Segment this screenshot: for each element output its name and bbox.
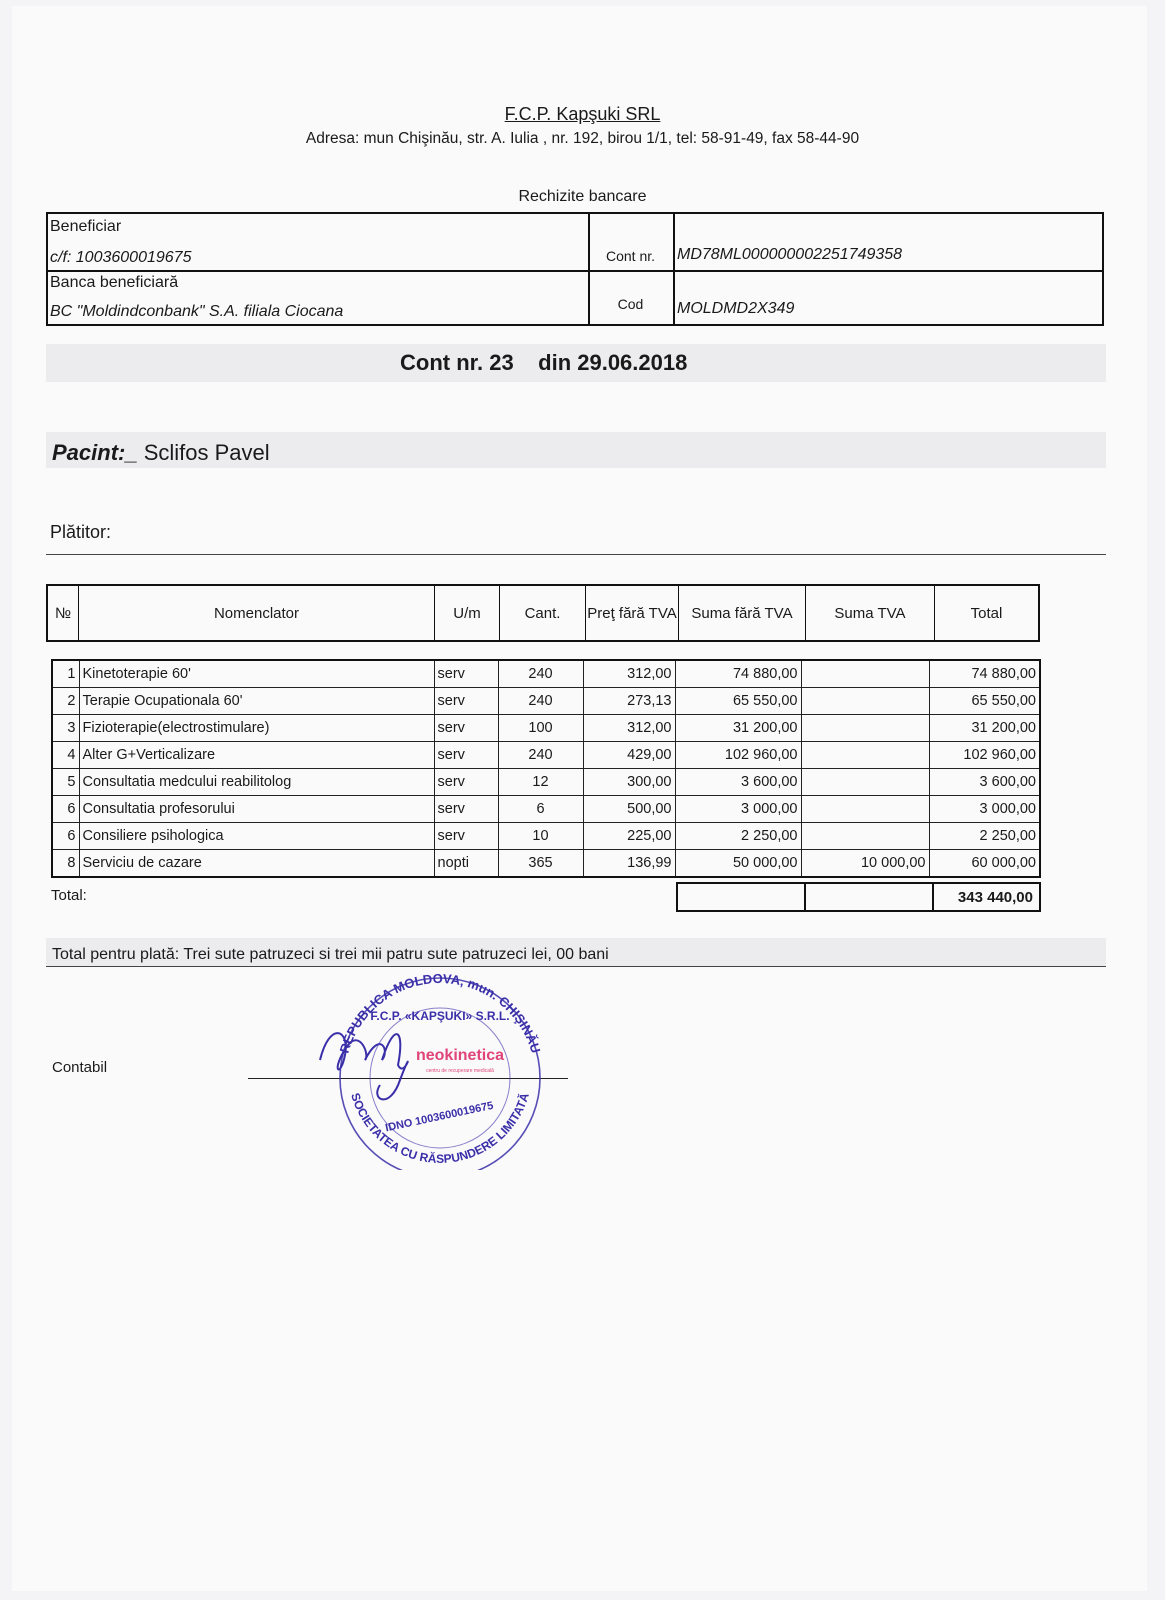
items-body [52, 660, 1040, 877]
row-name: Terapie Ocupationala 60' [79, 688, 434, 715]
row-qty: 12 [498, 769, 583, 796]
row-sum: 3 000,00 [675, 796, 801, 823]
col-name-header: Nomenclator [79, 585, 435, 641]
col-nr-header: № [47, 585, 79, 641]
row-number: 6 [52, 823, 79, 850]
row-total: 102 960,00 [929, 742, 1040, 769]
row-name: Consultatia profesorului [79, 796, 434, 823]
row-um: serv [434, 688, 498, 715]
total-divider-1 [804, 884, 806, 910]
accountant-label: Contabil [52, 1059, 108, 1076]
row-qty: 240 [498, 742, 583, 769]
row-number: 8 [52, 850, 79, 878]
payer-underline [46, 554, 1106, 555]
beneficiary-cell [48, 214, 590, 270]
table-row [52, 769, 1040, 796]
beneficiary-cf: c/f: 1003600019675 [50, 249, 192, 266]
bank-details-title: Rechizite bancare [518, 188, 647, 205]
table-row [52, 796, 1040, 823]
row-name: Fizioterapie(electrostimulare) [79, 715, 434, 742]
total-box [676, 882, 1041, 912]
row-total: 65 550,00 [929, 688, 1040, 715]
row-vat [801, 823, 929, 850]
row-qty: 6 [498, 796, 583, 823]
bank-code: MOLDMD2X349 [677, 300, 795, 317]
row-total: 74 880,00 [929, 660, 1040, 688]
row-total: 2 250,00 [929, 823, 1040, 850]
stamp-bottom-text: SOCIETATEA CU RĂSPUNDERE LIMITATĂ [348, 1091, 532, 1166]
row-vat: 10 000,00 [801, 850, 929, 878]
bank-label: Banca beneficiară [50, 274, 179, 291]
col-price-header: Preţ fără TVA [586, 585, 679, 641]
row-qty: 100 [498, 715, 583, 742]
code-label: Cod [617, 296, 644, 312]
invoice-number: Cont nr. 23 [400, 350, 514, 375]
stamp-idno-text: IDNO 1003600019675 [384, 1099, 495, 1135]
bank-cell [48, 270, 590, 324]
account-value-cell [673, 214, 1102, 270]
row-um: serv [434, 660, 498, 688]
stamp-company-text: F.C.P. «KAPŞUKI» S.R.L. [370, 1009, 510, 1023]
grand-total: 343 440,00 [957, 889, 1033, 906]
row-sum: 3 600,00 [675, 769, 801, 796]
table-row [52, 742, 1040, 769]
row-number: 1 [52, 660, 79, 688]
table-row [52, 688, 1040, 715]
table-row [52, 850, 1040, 878]
row-um: serv [434, 715, 498, 742]
col-total-header: Total [935, 585, 1040, 641]
row-number: 4 [52, 742, 79, 769]
bank-name: BC "Moldindconbank" S.A. filiala Ciocana [50, 303, 344, 320]
row-price: 312,00 [583, 715, 675, 742]
row-um: serv [434, 796, 498, 823]
row-price: 225,00 [583, 823, 675, 850]
code-label-cell [588, 270, 675, 324]
beneficiary-label: Beneficiar [50, 218, 122, 235]
stamp-logo-subtext: centru de recuperare medicală [426, 1068, 494, 1074]
stamp-logo-text: neokinetica [415, 1047, 505, 1064]
row-um: serv [434, 823, 498, 850]
row-sum: 74 880,00 [675, 660, 801, 688]
row-price: 312,00 [583, 660, 675, 688]
row-number: 2 [52, 688, 79, 715]
row-qty: 240 [498, 688, 583, 715]
row-sum: 2 250,00 [675, 823, 801, 850]
row-name: Consultatia medcului reabilitolog [79, 769, 434, 796]
words-underline [46, 966, 1106, 967]
row-total: 3 000,00 [929, 796, 1040, 823]
row-sum: 50 000,00 [675, 850, 801, 878]
row-total: 3 600,00 [929, 769, 1040, 796]
row-qty: 365 [498, 850, 583, 878]
items-header-table [46, 584, 1040, 642]
row-name: Kinetoterapie 60' [79, 660, 434, 688]
company-address: Adresa: mun Chişinău, str. A. Iulia , nr. 192, birou 1/1, tel: 58-91-49, fax 58-44-90 [305, 130, 860, 147]
col-vat-header: Suma TVA [806, 585, 935, 641]
row-price: 500,00 [583, 796, 675, 823]
total-label: Total: [51, 887, 87, 904]
table-row [52, 715, 1040, 742]
row-vat [801, 660, 929, 688]
account-number: MD78ML000000002251749358 [677, 246, 903, 263]
row-price: 136,99 [583, 850, 675, 878]
items-header-row [47, 585, 1039, 641]
stamp-outer-text: REPUBLICA MOLDOVA, mun. CHIŞINĂU [336, 970, 544, 1055]
row-number: 3 [52, 715, 79, 742]
bank-row [48, 270, 1102, 324]
patient-line [52, 440, 270, 466]
row-price: 429,00 [583, 742, 675, 769]
account-label: Cont nr. [605, 248, 656, 264]
bank-details-table [46, 212, 1104, 326]
invoice-date: din 29.06.2018 [538, 350, 688, 375]
col-sum-header: Suma fără TVA [679, 585, 806, 641]
row-um: nopti [434, 850, 498, 878]
col-qty-header: Cant. [500, 585, 586, 641]
patient-name: Sclifos Pavel [143, 440, 270, 465]
row-price: 273,13 [583, 688, 675, 715]
row-name: Serviciu de cazare [79, 850, 434, 878]
row-vat [801, 769, 929, 796]
code-value-cell [673, 270, 1102, 324]
patient-label: Pacint:_ [52, 440, 138, 465]
row-number: 5 [52, 769, 79, 796]
table-row [52, 660, 1040, 688]
row-vat [801, 715, 929, 742]
account-label-cell [588, 214, 675, 270]
row-sum: 65 550,00 [675, 688, 801, 715]
payer-label: Plătitor: [50, 522, 112, 542]
row-vat [801, 742, 929, 769]
row-name: Consiliere psihologica [79, 823, 434, 850]
company-name: F.C.P. Kapşuki SRL [504, 104, 661, 124]
row-vat [801, 688, 929, 715]
table-row [52, 823, 1040, 850]
row-sum: 102 960,00 [675, 742, 801, 769]
row-total: 31 200,00 [929, 715, 1040, 742]
total-divider-2 [932, 884, 934, 910]
total-in-words: Total pentru plată: Trei sute patruzeci si trei mii patru sute patruzeci lei, 00 bani [52, 946, 609, 963]
row-price: 300,00 [583, 769, 675, 796]
row-qty: 10 [498, 823, 583, 850]
items-table [51, 659, 1041, 878]
row-um: serv [434, 742, 498, 769]
row-um: serv [434, 769, 498, 796]
row-number: 6 [52, 796, 79, 823]
row-qty: 240 [498, 660, 583, 688]
beneficiary-row [48, 214, 1102, 272]
row-vat [801, 796, 929, 823]
col-um-header: U/m [435, 585, 500, 641]
row-total: 60 000,00 [929, 850, 1040, 878]
company-stamp [310, 960, 560, 1170]
invoice-title [400, 350, 687, 376]
row-sum: 31 200,00 [675, 715, 801, 742]
signature-icon [320, 1033, 408, 1099]
row-name: Alter G+Verticalizare [79, 742, 434, 769]
